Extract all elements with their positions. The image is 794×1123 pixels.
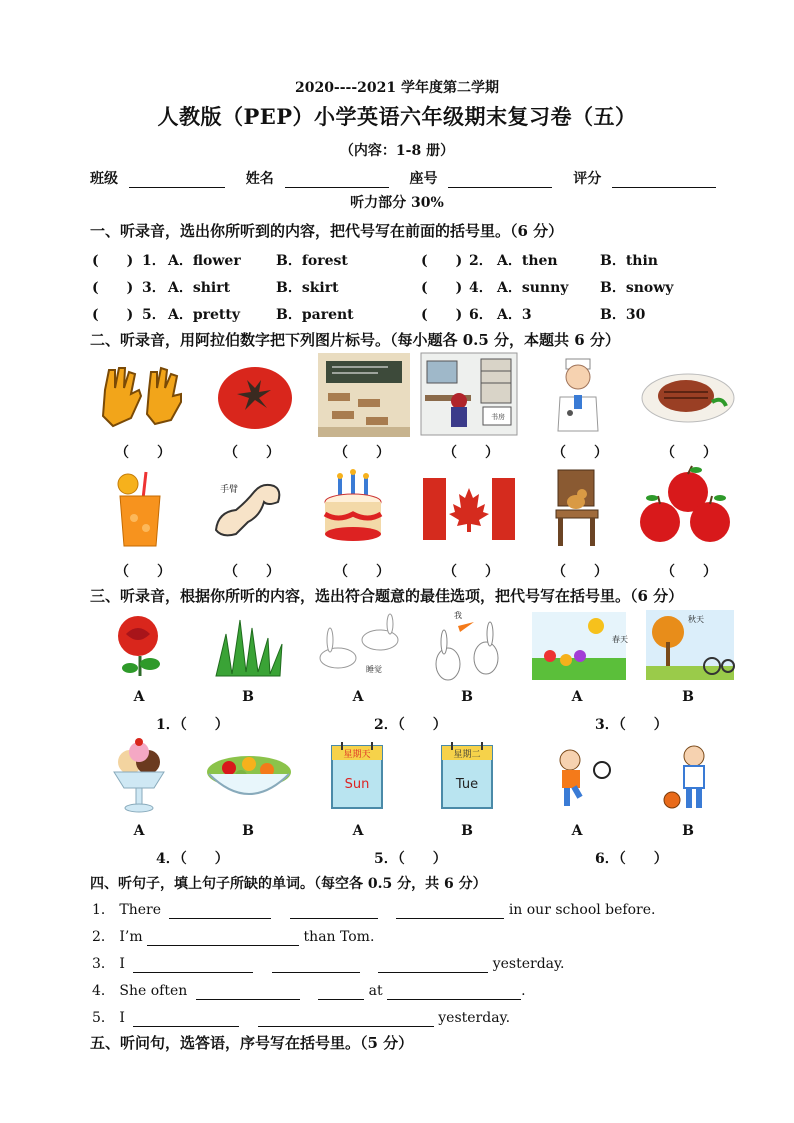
s4-num-3: 3．: [92, 956, 115, 972]
school-year: 2020----2021 学年度第二学期: [294, 80, 500, 96]
s3-q4[interactable]: 4．（ ）: [156, 851, 229, 867]
blank-1a[interactable]: [169, 903, 271, 919]
page-title: 人教版（PEP）小学英语六年级期末复习卷（五）: [157, 104, 637, 129]
score-field[interactable]: [612, 172, 716, 188]
birthday-cake-picture: [322, 472, 384, 544]
s1-opt-b-5: B．parent: [276, 307, 354, 323]
cal2-top-text: 星期二: [453, 750, 481, 760]
s4-num-4: 4．: [92, 983, 115, 999]
blank-1c[interactable]: [396, 903, 504, 919]
s1-opt-b-6: B．30: [600, 307, 646, 323]
blank-3a[interactable]: [133, 957, 253, 973]
blank-2a[interactable]: [147, 930, 299, 946]
s4-num-5: 5．: [92, 1010, 115, 1026]
section4-title: 四、听句子，填上句子所缺的单词。（每空各 0.5 分，共 6 分）: [90, 876, 487, 892]
s1-num-5: 5．: [142, 307, 166, 323]
s3-label-b-3: B: [682, 689, 694, 705]
grass-picture: [212, 614, 286, 678]
s3-label-b-2: B: [461, 689, 473, 705]
sleeping-rabbits-picture: [310, 610, 406, 680]
canada-flag-picture: [423, 478, 515, 540]
class-field[interactable]: [129, 172, 225, 188]
s1-num-4: 4．: [469, 280, 493, 296]
s3-q6[interactable]: 6．（ ）: [595, 851, 668, 867]
chair-dog-picture: [552, 468, 602, 548]
blank-5a[interactable]: [133, 1011, 239, 1027]
arm-picture: [208, 472, 292, 542]
s3-label-a-3: A: [571, 689, 583, 705]
s4-end-2: than Tom.: [303, 929, 375, 945]
spring-label-text: 春天: [612, 635, 628, 644]
s1-opt-a-1: A．flower: [168, 253, 241, 269]
s4-start-5: I: [119, 1010, 125, 1026]
s2-paren-2[interactable]: （ ）: [224, 445, 280, 461]
blank-4b[interactable]: [318, 984, 364, 1000]
s3-q3[interactable]: 3．（ ）: [595, 717, 668, 733]
s1-opt-b-3: B．skirt: [276, 280, 339, 296]
s2-paren-9[interactable]: （ ）: [334, 564, 390, 580]
s1-paren-2[interactable]: ( ): [421, 253, 463, 269]
cal2-word-text: Tue: [455, 777, 479, 792]
s2-paren-4[interactable]: （ ）: [443, 445, 499, 461]
study-room-text: 书房: [491, 413, 505, 421]
s4-sentence-1: [92, 899, 655, 919]
s2-paren-10[interactable]: （ ）: [443, 564, 499, 580]
tomato-picture: [215, 360, 295, 432]
cal1-word-text: Sun: [344, 777, 370, 792]
blank-5b[interactable]: [258, 1011, 434, 1027]
blank-4c[interactable]: [387, 984, 521, 1000]
calendar-tuesday-picture: [440, 740, 494, 810]
s3-label-b-6: B: [682, 823, 694, 839]
s1-paren-3[interactable]: ( ): [92, 280, 134, 296]
s3-q1[interactable]: 1．（ ）: [156, 717, 229, 733]
section2-title: 二、听录音，用阿拉伯数字把下列图片标号。（每小题各 0.5 分，本题共 6 分）: [90, 331, 620, 349]
s1-num-6: 6．: [469, 307, 493, 323]
s1-num-3: 3．: [142, 280, 166, 296]
s4-start-2: I’m: [119, 929, 143, 945]
calendar-sunday-picture: [330, 740, 384, 810]
study-room-picture: [421, 353, 517, 435]
section5-title: 五、听问句，选答语，序号写在括号里。（5 分）: [90, 1034, 414, 1052]
blank-3c[interactable]: [378, 957, 488, 973]
s4-sentence-5: [92, 1007, 510, 1027]
s4-sentence-2: [92, 926, 374, 946]
seat-field[interactable]: [448, 172, 552, 188]
s3-label-a-1: A: [133, 689, 145, 705]
section1-title: 一、听录音，选出你所听到的内容，把代号写在前面的括号里。（6 分）: [90, 222, 564, 240]
s3-label-b-4: B: [242, 823, 254, 839]
s4-mid-4: at: [368, 983, 383, 999]
s3-label-b-5: B: [461, 823, 473, 839]
s2-paren-3[interactable]: （ ）: [334, 445, 390, 461]
rose-picture: [108, 612, 170, 678]
arm-label-text: 手臂: [220, 485, 239, 495]
s2-paren-11[interactable]: （ ）: [552, 564, 608, 580]
s2-paren-1[interactable]: （ ）: [115, 445, 171, 461]
s1-opt-a-6: A．3: [497, 307, 532, 323]
s1-opt-a-4: A．sunny: [497, 280, 569, 296]
s1-opt-a-5: A．pretty: [168, 307, 241, 323]
sleep-label-text: 睡觉: [366, 665, 382, 674]
s3-label-b-1: B: [242, 689, 254, 705]
s1-opt-a-2: A．then: [497, 253, 558, 269]
ice-cream-picture: [108, 738, 170, 814]
classroom-picture: [318, 353, 410, 437]
seat-label: 座号: [409, 171, 438, 187]
blank-1b[interactable]: [290, 903, 378, 919]
s1-paren-4[interactable]: ( ): [421, 280, 463, 296]
s1-opt-b-2: B．thin: [600, 253, 658, 269]
s3-label-a-2: A: [352, 689, 364, 705]
s1-opt-a-3: A．shirt: [168, 280, 231, 296]
blank-3b[interactable]: [272, 957, 360, 973]
s1-paren-6[interactable]: ( ): [421, 307, 463, 323]
s3-q2[interactable]: 2．（ ）: [374, 717, 447, 733]
s3-label-a-6: A: [571, 823, 583, 839]
section3-title: 三、听录音，根据你所听的内容，选出符合题意的最佳选项，把代号写在括号里。（6 分）: [90, 587, 684, 605]
info-row: [90, 168, 716, 188]
s3-label-a-5: A: [352, 823, 364, 839]
s4-end-4: .: [521, 983, 526, 999]
salad-picture: [205, 742, 293, 808]
s2-paren-12[interactable]: （ ）: [661, 564, 717, 580]
cal1-top-text: 星期天: [343, 750, 371, 760]
s1-paren-5[interactable]: ( ): [92, 307, 134, 323]
s2-paren-6[interactable]: （ ）: [661, 445, 717, 461]
me-label-text: 我: [454, 611, 462, 620]
s4-end-5: yesterday.: [438, 1010, 511, 1026]
s4-end-3: yesterday.: [492, 956, 565, 972]
s4-num-1: 1．: [92, 902, 115, 918]
spring-picture: [532, 612, 626, 680]
s2-paren-8[interactable]: （ ）: [224, 564, 280, 580]
listening-part-label: 听力部分 30%: [350, 195, 444, 211]
s2-paren-7[interactable]: （ ）: [115, 564, 171, 580]
s4-end-1: in our school before.: [508, 902, 656, 918]
rabbits-carrot-picture: [424, 608, 510, 684]
apples-picture: [638, 466, 734, 546]
s1-num-2: 2．: [469, 253, 493, 269]
s1-opt-b-4: B．snowy: [600, 280, 674, 296]
s1-num-1: 1．: [142, 253, 166, 269]
blank-4a[interactable]: [196, 984, 300, 1000]
autumn-picture: [646, 610, 734, 680]
name-label: 姓名: [245, 171, 274, 187]
doctor-picture: [550, 355, 606, 435]
steak-picture: [640, 366, 736, 426]
gloves-picture: [95, 360, 191, 432]
orange-juice-picture: [110, 468, 170, 550]
s3-label-a-4: A: [133, 823, 145, 839]
content-scope: （内容：1-8 册）: [339, 143, 455, 159]
autumn-label-text: 秋天: [688, 615, 704, 624]
football-boy-picture: [546, 746, 612, 812]
score-label: 评分: [573, 171, 602, 187]
class-label: 班级: [90, 171, 118, 187]
s4-sentence-4: [92, 980, 526, 1000]
s2-paren-5[interactable]: （ ）: [552, 445, 608, 461]
s3-q5[interactable]: 5．（ ）: [374, 851, 447, 867]
basketball-boy-picture: [662, 742, 720, 812]
s4-start-1: There: [119, 902, 161, 918]
s4-num-2: 2．: [92, 929, 115, 945]
s1-opt-b-1: B．forest: [276, 253, 348, 269]
s4-sentence-3: [92, 953, 565, 973]
s4-start-4: She often: [119, 983, 188, 999]
s4-start-3: I: [119, 956, 125, 972]
s1-paren-1[interactable]: ( ): [92, 253, 134, 269]
name-field[interactable]: [285, 172, 389, 188]
